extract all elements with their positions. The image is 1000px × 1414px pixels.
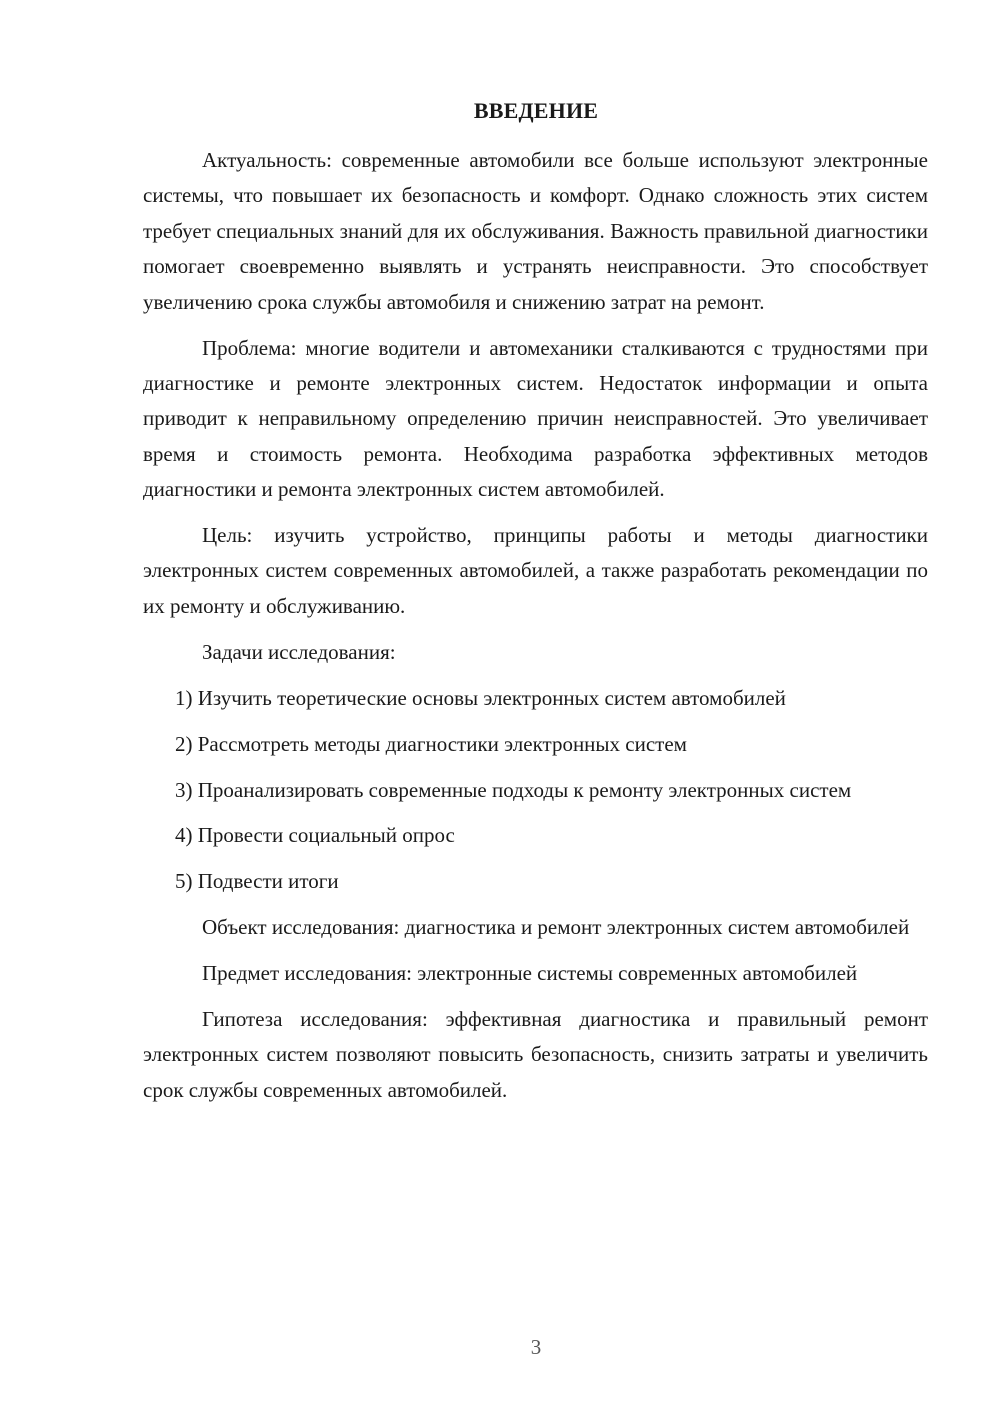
task-item-5: 5) Подвести итоги <box>175 869 339 894</box>
paragraph-relevance: Актуальность: современные автомобили все больше используют электронные системы, что повышает их безопасность и комфорт. Однако сложность этих систем требует специальных знаний для их обслуживания. Важность правильной диагностики помогает своевременно выявлять и устранять неисправности. Это способствует увеличению срока службы автомобиля и снижению затрат на ремонт. <box>143 148 928 314</box>
document-body <box>143 143 928 1119</box>
task-item-1: 1) Изучить теоретические основы электронных систем автомобилей <box>175 685 786 710</box>
tasks-heading: Задачи исследования: <box>202 639 396 664</box>
task-item-3: 3) Проанализировать современные подходы к ремонту электронных систем <box>175 777 852 802</box>
page-number: 3 <box>530 1335 542 1359</box>
task-item-4: 4) Провести социальный опрос <box>175 823 455 848</box>
page-title: ВВЕДЕНИЕ <box>473 98 599 123</box>
paragraph-object: Объект исследования: диагностика и ремонт электронных систем автомобилей <box>202 915 910 940</box>
paragraph-subject: Предмет исследования: электронные системы современных автомобилей <box>202 961 858 986</box>
paragraph-hypothesis: Гипотеза исследования: эффективная диагностика и правильный ремонт электронных систем позволяют повысить безопасность, снизить затраты и увеличить срок службы современных автомобилей. <box>143 1007 928 1102</box>
task-item-2: 2) Рассмотреть методы диагностики электронных систем <box>175 731 687 756</box>
paragraph-goal: Цель: изучить устройство, принципы работы и методы диагностики электронных систем современных автомобилей, а также разработать рекомендации по их ремонту и обслуживанию. <box>143 523 928 618</box>
paragraph-problem: Проблема: многие водители и автомеханики сталкиваются с трудностями при диагностике и ремонте электронных систем. Недостаток информации и опыта приводит к неправильному определению причин неисправностей. Это увеличивает время и стоимость ремонта. Необходима разработка эффективных методов диагностики и ремонта электронных систем автомобилей. <box>143 335 928 502</box>
